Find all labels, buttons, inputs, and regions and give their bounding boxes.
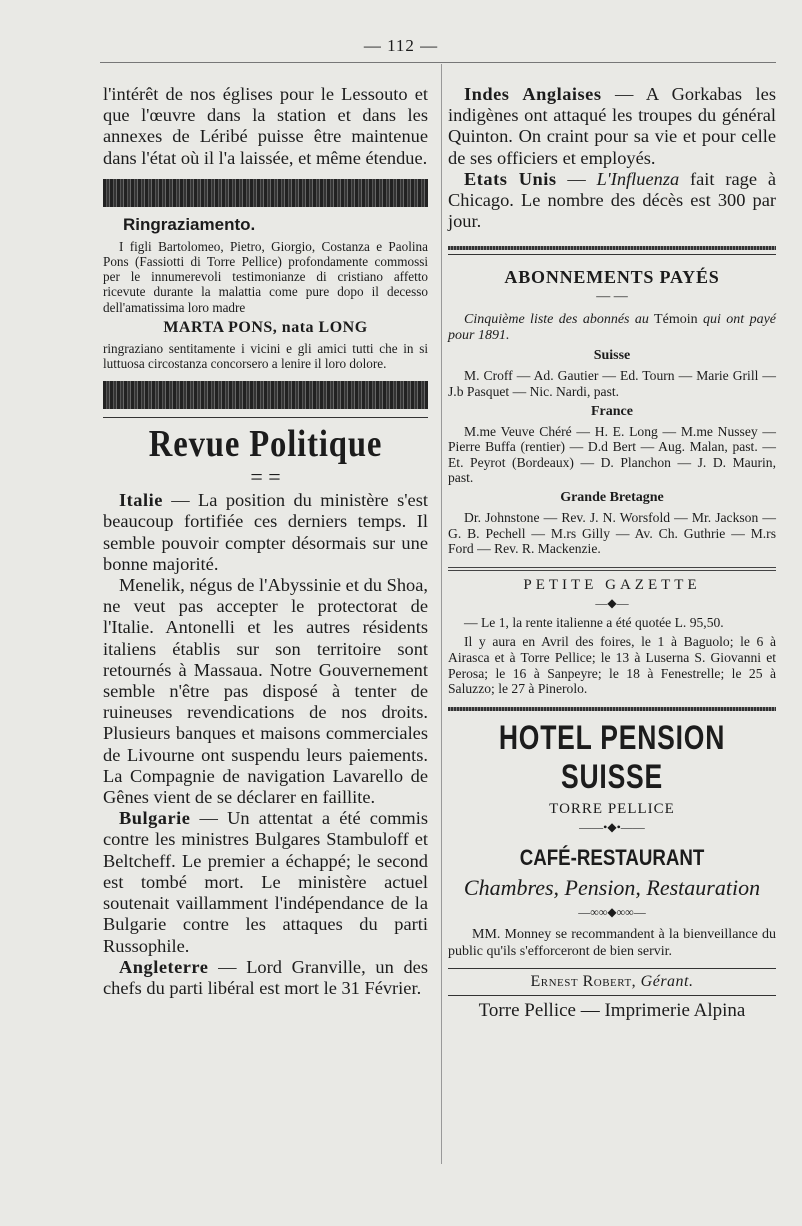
thin-rule: [448, 995, 776, 996]
bulgarie-lead: Bulgarie: [119, 808, 191, 829]
gazette-title: PETITE GAZETTE: [523, 576, 701, 593]
separator-rule: [448, 567, 776, 571]
printer-line: Torre Pellice — Imprimerie Alpina: [478, 999, 746, 1021]
subtitle-italic-2: qui ont payé pour 1891.: [448, 312, 776, 344]
right-column: [448, 84, 776, 1024]
italie-paragraph: [103, 490, 428, 575]
gerant-role: Gérant.: [636, 972, 694, 990]
gerant-name: Ernest Robert,: [530, 972, 637, 990]
thin-rule: [448, 254, 776, 255]
separator-rule: [448, 246, 776, 250]
header-rule: [100, 62, 776, 63]
hotel-name: HOTEL PENSION SUISSE: [498, 718, 726, 796]
hotel-owners: MM. Monney se recommandent à la bienveillance du public qu'ils s'efforceront de bien servir.: [448, 926, 776, 959]
abonnements-subtitle: [448, 312, 776, 344]
column-divider: [441, 64, 442, 1164]
indes-lead: Indes Anglaises: [464, 84, 602, 104]
subscribers-suisse: M. Croff — Ad. Gautier — Ed. Tourn — Marie Grill — J.b Pasquet — Nic. Nardi, past.: [448, 368, 776, 400]
deceased-name: MARTA PONS, nata LONG: [163, 318, 368, 336]
cafe-restaurant: CAFÉ-RESTAURANT: [519, 844, 705, 870]
etats-paragraph: [448, 169, 776, 233]
bulgarie-paragraph: [103, 808, 428, 956]
country-heading-suisse: Suisse: [593, 348, 631, 364]
gerant-line: [448, 973, 776, 991]
country-heading-france: France: [591, 403, 633, 419]
ornament: —◆—: [595, 595, 629, 610]
etats-lead: Etats Unis: [464, 168, 557, 189]
revue-politique-title: Revue Politique: [148, 423, 383, 466]
abonnements-dash: — —: [596, 289, 628, 305]
ornament: ——•◆•——: [579, 819, 645, 834]
indes-paragraph: [448, 84, 776, 169]
hotel-town: TORRE PELLICE: [549, 800, 675, 817]
ringraziamento-text: I figli Bartolomeo, Pietro, Giorgio, Costanza e Paolina Pons (Fassiotti di Torre Pellice) profondamente commossi per le innumerevoli testimonianze di cristiano affetto ricevute durante la malattia come pure dopo il decesso dell'amatissima loro madre: [103, 238, 428, 315]
etats-text: fait rage à Chicago. Le nombre des décès est 300 par jour.: [448, 168, 776, 232]
separator-rule: [448, 707, 776, 711]
etats-italic: L'Influenza: [596, 168, 680, 189]
angleterre-lead: Angleterre: [119, 956, 209, 977]
separator-bar: [103, 179, 428, 207]
bulgarie-text: — Un attentat a été commis contre les ministres Bulgares Stambuloff et Beltcheff. Le premier a échappé; le second est tombé mort. Le ministère actuel soutenait vaillamment l'indépendance de la Bulgarie contre les attaques du parti Russophile.: [103, 808, 428, 956]
thin-rule: [448, 968, 776, 969]
etats-text-pre: —: [556, 168, 597, 189]
menelik-paragraph: Menelik, négus de l'Abyssinie et du Shoa, ne veut pas accepter le protectorat de l'Italie. Antonelli et les autres résidents italiens établis sur son territoire sont retournés à Massaua. Notre Gouvernement semble n'être pas disposé à tenter de ruineuses revendications de nos droits. Plusieurs banques et maisons commerciales de Livourne ont suspendu leurs paiements. La Compagnie de navigation Lavarello de Gênes vient de se déclarer en faillite.: [103, 575, 428, 808]
page-number: — 112 —: [363, 36, 439, 55]
thin-rule: [103, 417, 428, 418]
angleterre-text: — Lord Granville, un des chefs du parti libéral est mort le 31 Février.: [103, 956, 428, 998]
subscribers-france: M.me Veuve Chéré — H. E. Long — M.me Nussey — Pierre Buffa (rentier) — D.d Bert — Aug. Malan, past. — Et. Peyrot (Bordeaux) — D. Planchon — J. D. Maurin, past.: [448, 423, 776, 486]
hotel-services: Chambres, Pension, Restauration: [463, 874, 761, 900]
italie-text: — La position du ministère s'est beaucoup fortifiée ces derniers temps. Il semble pouvoir compter désormais sur une bonne majorité.: [103, 490, 428, 574]
country-heading-gb: Grande Bretagne: [560, 489, 664, 505]
intro-paragraph: l'intérêt de nos églises pour le Lessouto et que l'œuvre dans la station et dans les annexes de Léribé puisse être maintenue dans l'état où il l'a laissée, et même étendue.: [103, 84, 428, 168]
abonnements-title: ABONNEMENTS PAYÉS: [504, 267, 720, 288]
subtitle-italic: Cinquième liste des abonnés au: [464, 312, 649, 328]
indes-text: — A Gorkabas les indigènes ont attaqué les troupes du général Quinton. On craint pour sa vie et pour celle de ses officiers et employés.: [448, 84, 776, 168]
title-divider: = =: [250, 464, 281, 490]
ringraziamento-thanks: ringraziano sentitamente i vicini e gli amici tutti che in si luttuosa circostanza concorsero a lenire il loro dolore.: [103, 340, 428, 372]
gazette-rente: — Le 1, la rente italienne a été quotée L. 95,50.: [464, 614, 724, 630]
ringraziamento-title: Ringraziamento.: [123, 214, 256, 234]
angleterre-paragraph: [103, 957, 428, 999]
separator-bar: [103, 381, 428, 409]
ornament: —∞∞◆∞∞—: [578, 904, 646, 919]
left-column: [103, 84, 428, 999]
subscribers-gb: Dr. Johnstone — Rev. J. N. Worsfold — Mr. Jackson — G. B. Pechell — M.rs Gilly — Av. Ch. Guthrie — M.rs Ford — Rev. R. Mackenzie.: [448, 509, 776, 557]
italie-lead: Italie: [119, 490, 163, 511]
subtitle-plain: Témoin: [648, 312, 703, 328]
gazette-foires: Il y aura en Avril des foires, le 1 à Baguolo; le 6 à Airasca et à Torre Pellice; le 13 à Luserna S. Giovanni et Perosa; le 16 à Sanpeyre; le 18 à Fenestrelle; le 25 à Saluzzo; le 27 à Pinerolo.: [448, 634, 776, 697]
